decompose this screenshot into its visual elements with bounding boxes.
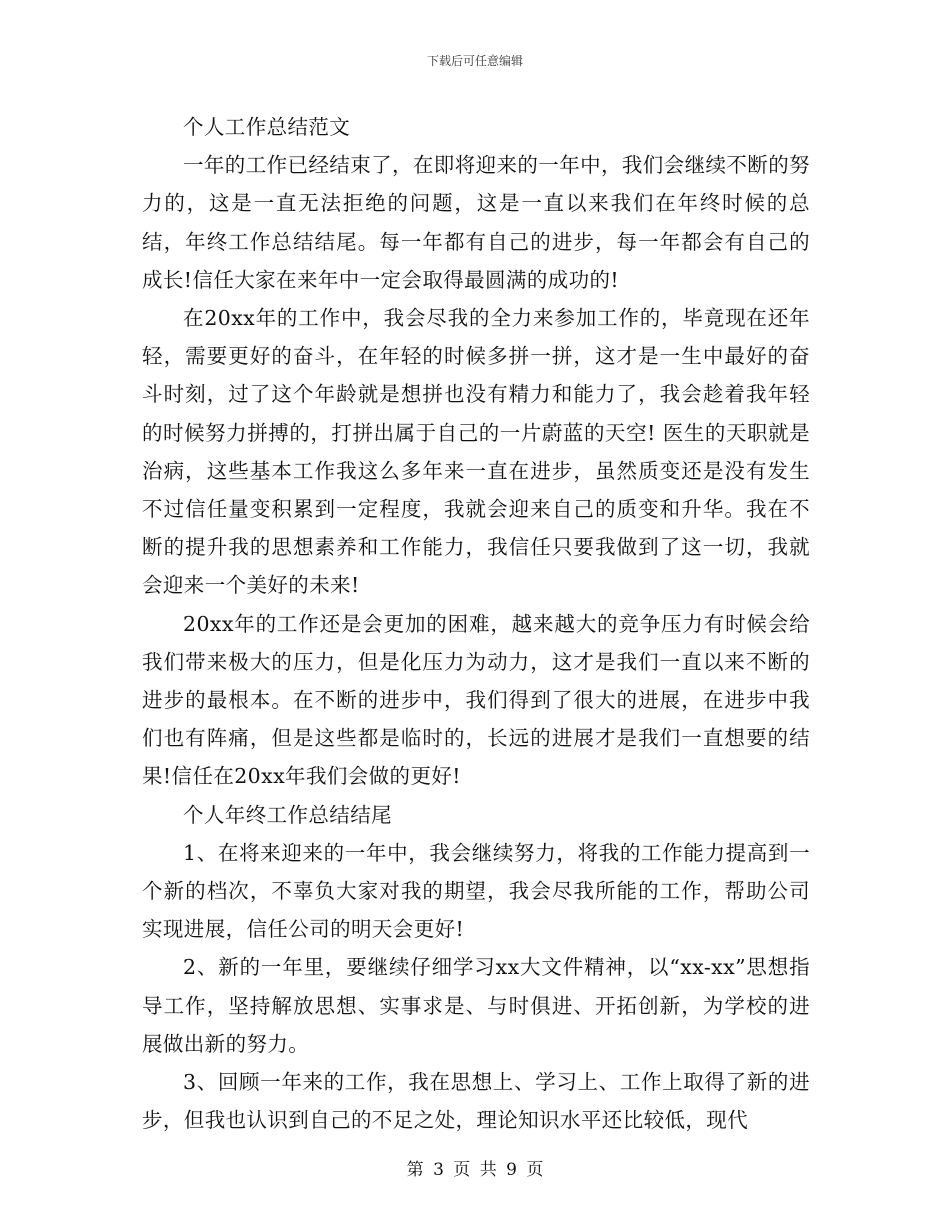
list-item-2: 2、新的一年里，要继续仔细学习xx大文件精神，以“xx-xx”思想指导工作，坚持解放思想、实事求是、与时俱进、开拓创新，为学校的进展做出新的努力。: [142, 955, 810, 1056]
list-item-1: 1、在将来迎来的一年中，我会继续努力，将我的工作能力提高到一个新的档次，不辜负大家对我的期望，我会尽我所能的工作，帮助公司实现进展，信任公司的明天会更好!: [142, 840, 810, 942]
paragraph-1: 一年的工作已经结束了，在即将迎来的一年中，我们会继续不断的努力的，这是一直无法拒绝的问题，这是一直以来我们在年终时候的总结，年终工作总结结尾。每一年都有自己的进步，每一年都会有自己的成长!信任大家在来年中一定会取得最圆满的成功的!: [142, 153, 810, 292]
paragraph-2: 在20xx年的工作中，我会尽我的全力来参加工作的，毕竟现在还年轻，需要更好的奋斗，在年轻的时候多拼一拼，这才是一生中最好的奋斗时刻，过了这个年龄就是想拼也没有精力和能力了，我会趁着我年轻的时候努力拼搏的，打拼出属于自己的一片蔚蓝的天空! 医生的天职就是治病，这些基本工作我这么多年来一直在进步，虽然质变还是没有发生不过信任量变积累到一定程度，我就会迎来自己的质变和升华。我在不断的提升我的思想素养和工作能力，我信任只要我做到了这一切，我就会迎来一个美好的未来!: [142, 306, 810, 598]
document-body: [142, 108, 810, 1139]
list-item-3: 3、回顾一年来的工作，我在思想上、学习上、工作上取得了新的进步，但我也认识到自己的不足之处，理论知识水平还比较低，现代: [142, 1070, 810, 1133]
paragraph-3: 20xx年的工作还是会更加的困难，越来越大的竞争压力有时候会给我们带来极大的压力，但是化压力为动力，这才是我们一直以来不断的进步的最根本。在不断的进步中，我们得到了很大的进展，在进步中我们也有阵痛，但是这些都是临时的，长远的进展才是我们一直想要的结果!信任在20xx年我们会做的更好!: [142, 611, 810, 789]
page-footer: 第 3 页 共 9 页: [406, 1160, 544, 1180]
section-title-summary: 个人工作总结范文: [183, 115, 351, 139]
page-header: 下载后可任意编辑: [426, 54, 523, 68]
section-title-ending: 个人年终工作总结结尾: [183, 802, 392, 827]
